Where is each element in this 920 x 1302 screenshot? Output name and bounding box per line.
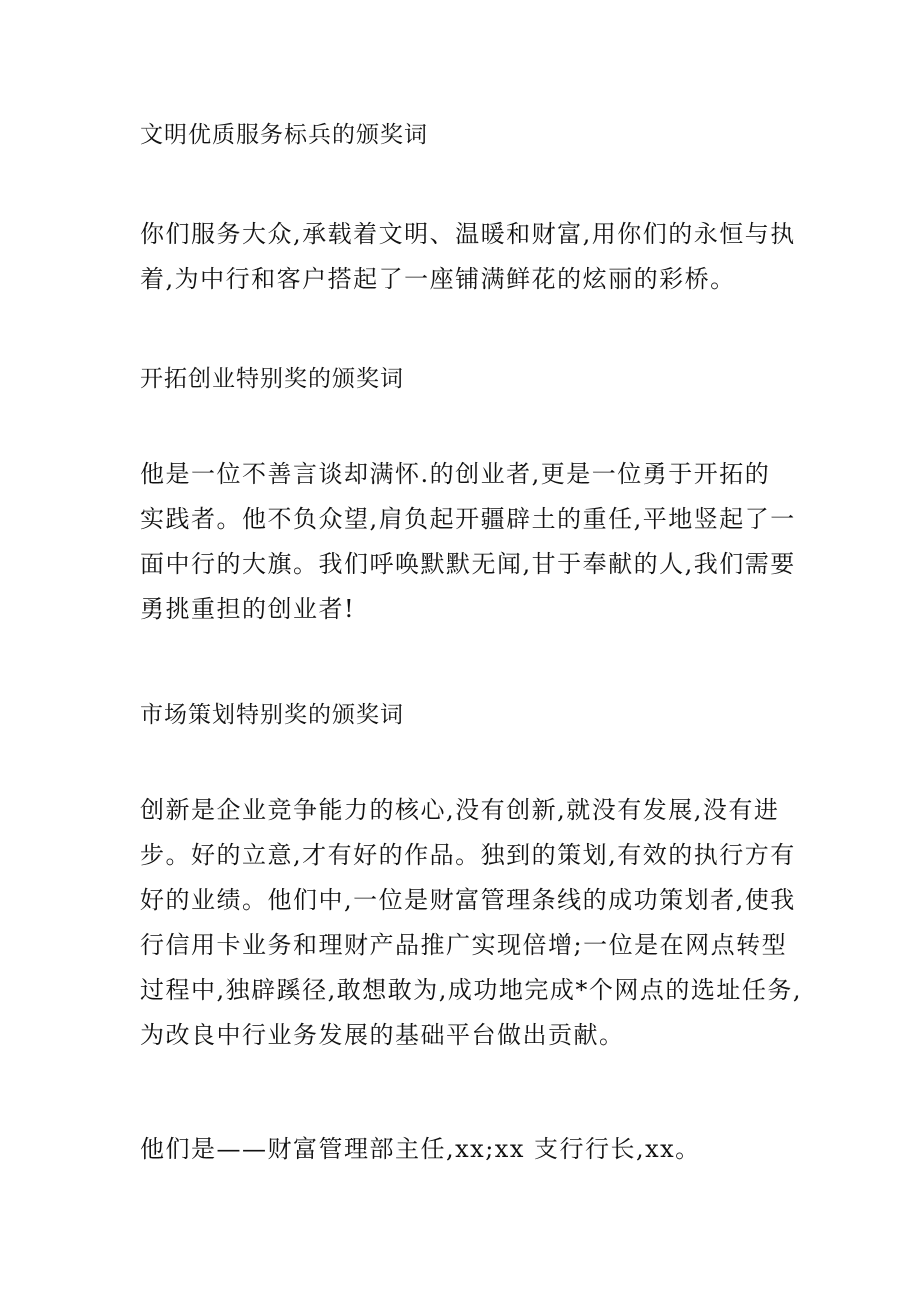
paragraph-line: 步。好的立意,才有好的作品。独到的策划,有效的执行方有 <box>140 841 796 869</box>
closing-line <box>140 1127 800 1172</box>
paragraph-line: 面中行的大旗。我们呼唤默默无闻,甘于奉献的人,我们需要 <box>140 550 796 578</box>
paragraph-market-planning <box>140 788 803 1058</box>
section-heading-market-planning: 市场策划特别奖的颁奖词 <box>140 702 404 728</box>
paragraph-line: 你们服务大众,承载着文明、温暖和财富,用你们的永恒与执 <box>140 220 796 248</box>
paragraph-line: 他是一位不善言谈却满怀.的创业者,更是一位勇于开拓的 <box>140 460 771 488</box>
section-heading-civilized-service: 文明优质服务标兵的颁奖词 <box>140 122 428 148</box>
paragraph-pioneering <box>140 452 800 632</box>
section-heading-pioneering: 开拓创业特别奖的颁奖词 <box>140 366 404 392</box>
paragraph-line: 勇挑重担的创业者! <box>140 595 356 623</box>
paragraph-line: 他们是——财富管理部主任,xx;xx 支行行长,xx。 <box>140 1135 701 1163</box>
paragraph-line: 好的业绩。他们中,一位是财富管理条线的成功策划者,使我 <box>140 886 796 914</box>
paragraph-line: 行信用卡业务和理财产品推广实现倍增;一位是在网点转型 <box>140 931 788 959</box>
paragraph-line: 创新是企业竞争能力的核心,没有创新,就没有发展,没有进 <box>140 796 780 824</box>
paragraph-line: 实践者。他不负众望,肩负起开疆辟土的重任,平地竖起了一 <box>140 505 796 533</box>
paragraph-civilized-service <box>140 212 800 302</box>
paragraph-line: 着,为中行和客户搭起了一座铺满鲜花的炫丽的彩桥。 <box>140 265 736 293</box>
paragraph-line: 为改良中行业务发展的基础平台做出贡献。 <box>140 1021 625 1049</box>
paragraph-line: 过程中,独辟蹊径,敢想敢为,成功地完成*个网点的选址任务, <box>140 976 803 1004</box>
